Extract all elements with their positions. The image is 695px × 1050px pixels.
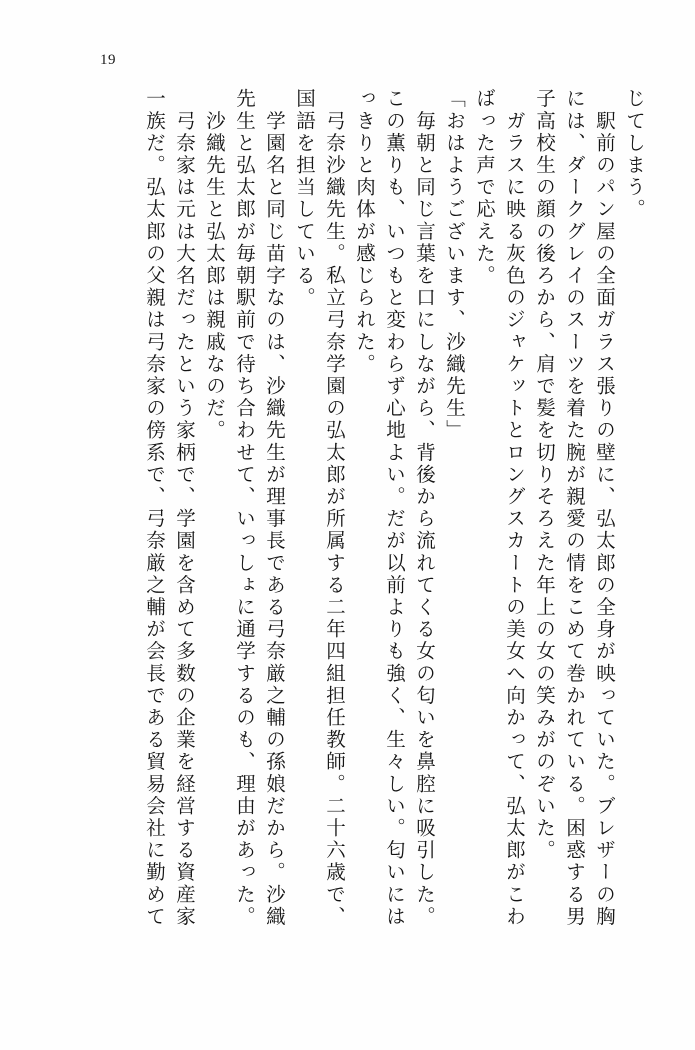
- page-number: 19: [100, 52, 116, 68]
- text-line: じてしまう。: [623, 88, 644, 221]
- text-line: ガラスに映る灰色のジャケットとロングスカートの美女へ向かって、弘太郎がこわ: [503, 88, 524, 928]
- text-line: この薫りも、いつもと変わらず心地よい。だが以前よりも強く、生々しい。匂いには: [383, 88, 404, 928]
- text-line: 弓奈沙織先生。私立弓奈学園の弘太郎が所属する二年四組担任教師。二十六歳で、: [323, 88, 344, 928]
- vertical-text-block: [70, 88, 643, 1010]
- text-line: 先生と弘太郎が毎朝駅前で待ち合わせて、いっしょに通学するのも、理由があった。: [233, 88, 254, 928]
- text-line: 「おはようございます、沙織先生」: [443, 88, 464, 442]
- text-line: 駅前のパン屋の全面ガラス張りの壁に、弘太郎の全身が映っていた。ブレザーの胸: [593, 88, 614, 928]
- text-line: 沙織先生と弘太郎は親戚なのだ。: [203, 88, 224, 442]
- text-line: ばった声で応えた。: [473, 88, 494, 287]
- text-line: 国語を担当している。: [293, 88, 314, 309]
- text-line: 一族だ。弘太郎の父親は弓奈家の傍系で、弓奈厳之輔が会長である貿易会社に勤めて: [143, 88, 164, 928]
- text-line: 学園名と同じ苗字なのは、沙織先生が理事長である弓奈厳之輔の孫娘だから。沙織: [263, 88, 284, 928]
- text-line: には、ダークグレイのスーツを着た腕が親愛の情をこめて巻かれている。困惑する男: [563, 88, 584, 928]
- text-line: 弓奈家は元は大名だったという家柄で、学園を含めて多数の企業を経営する資産家: [173, 88, 194, 928]
- text-line: 毎朝と同じ言葉を口にしながら、背後から流れてくる女の匂いを鼻腔に吸引した。: [413, 88, 434, 928]
- text-line: っきりと肉体が感じられた。: [353, 88, 374, 376]
- text-line: 子高校生の顔の後ろから、肩で髪を切りそろえた年上の女の笑みがのぞいた。: [533, 88, 554, 862]
